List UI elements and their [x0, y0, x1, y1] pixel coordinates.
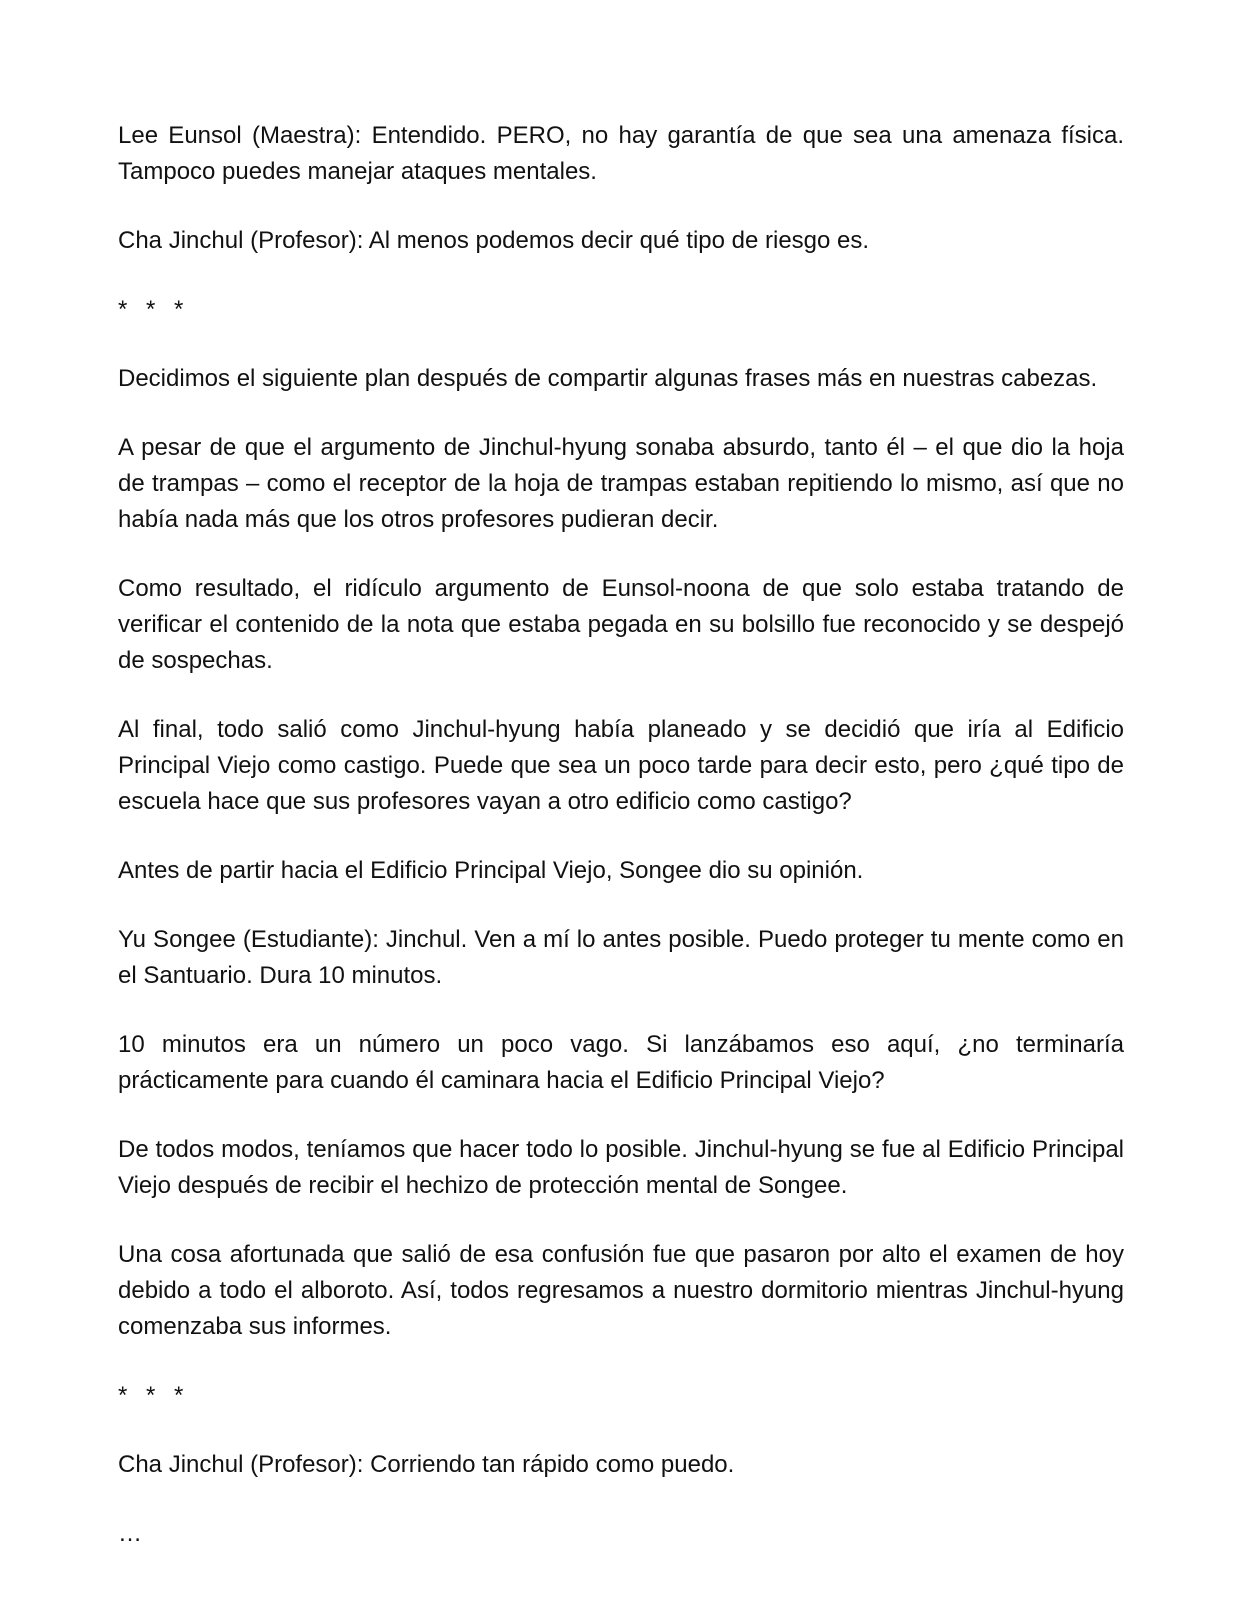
- document-page: [118, 118, 1124, 1585]
- narrative-paragraph: 10 minutos era un número un poco vago. Si lanzábamos eso aquí, ¿no terminaría prácticamente para cuando él caminara hacia el Edificio Principal Viejo?: [118, 1031, 1124, 1094]
- narrative-paragraph: Al final, todo salió como Jinchul-hyung había planeado y se decidió que iría al Edificio Principal Viejo como castigo. Puede que sea un poco tarde para decir esto, pero ¿qué tipo de escuela hace que sus profesores vayan a otro edificio como castigo?: [118, 716, 1124, 815]
- ellipsis-line: …: [118, 1520, 142, 1547]
- dialogue-paragraph: Lee Eunsol (Maestra): Entendido. PERO, no hay garantía de que sea una amenaza física. Tampoco puedes manejar ataques mentales.: [118, 122, 1124, 185]
- scene-separator: * * *: [118, 1382, 190, 1409]
- narrative-paragraph: Decidimos el siguiente plan después de compartir algunas frases más en nuestras cabezas.: [118, 365, 1098, 392]
- narrative-paragraph: Antes de partir hacia el Edificio Principal Viejo, Songee dio su opinión.: [118, 857, 864, 884]
- dialogue-paragraph: Yu Songee (Estudiante): Jinchul. Ven a mí lo antes posible. Puedo proteger tu mente como en el Santuario. Dura 10 minutos.: [118, 926, 1124, 989]
- dialogue-paragraph: Cha Jinchul (Profesor): Corriendo tan rápido como puedo.: [118, 1451, 735, 1478]
- dialogue-paragraph: Cha Jinchul (Profesor): Al menos podemos decir qué tipo de riesgo es.: [118, 227, 870, 254]
- narrative-paragraph: A pesar de que el argumento de Jinchul-hyung sonaba absurdo, tanto él – el que dio la hoja de trampas – como el receptor de la hoja de trampas estaban repitiendo lo mismo, así que no había nada más que los otros profesores pudieran decir.: [118, 434, 1124, 533]
- narrative-paragraph: Una cosa afortunada que salió de esa confusión fue que pasaron por alto el examen de hoy debido a todo el alboroto. Así, todos regresamos a nuestro dormitorio mientras Jinchul-hyung comenzaba sus informes.: [118, 1241, 1124, 1340]
- scene-separator: * * *: [118, 296, 190, 323]
- narrative-paragraph: Como resultado, el ridículo argumento de Eunsol-noona de que solo estaba tratando de verificar el contenido de la nota que estaba pegada en su bolsillo fue reconocido y se despejó de sospechas.: [118, 575, 1124, 674]
- narrative-paragraph: De todos modos, teníamos que hacer todo lo posible. Jinchul-hyung se fue al Edificio Principal Viejo después de recibir el hechizo de protección mental de Songee.: [118, 1136, 1124, 1199]
